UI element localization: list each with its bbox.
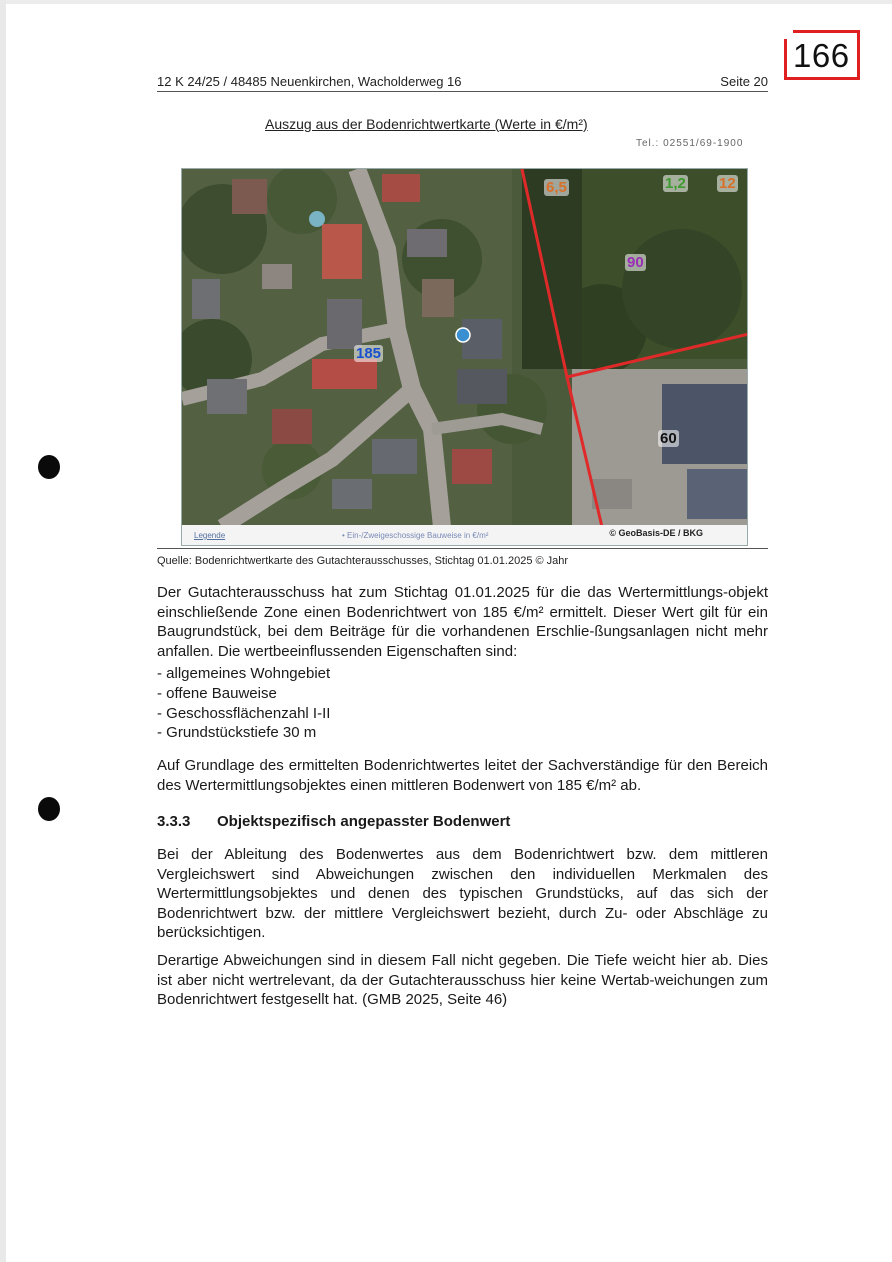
section-number: 3.3.3 <box>157 813 191 830</box>
zone-value-60: 60 <box>660 430 677 447</box>
list-item: - Geschossflächenzahl I-II <box>157 704 331 722</box>
zone-value-6-5: 6,5 <box>546 179 567 196</box>
paragraph-ableitung: Bei der Ableitung des Bodenwertes aus dem Bodenrichtwert bzw. dem mittleren Vergleichswert sind Abweichungen zwischen den individuellen Merkmalen des Wertermittlungsobjektes und denen des typischen Grundstücks, auf das sich der Bodenrichtwert bzw. der mittlere Vergleichswert bezieht, durch Zu- oder Abschläge zu berücksichtigen. <box>157 846 768 942</box>
scan-edge-left <box>0 0 6 1262</box>
paragraph-abweichungen: Derartige Abweichungen sind in diesem Fall nicht gegeben. Die Tiefe weicht hier ab. Dies ist aber nicht wertrelevant, da der Gutachterausschuss hier keine Wertab-weichungen zum Bodenrichtwert festgesellt hat. (GMB 2025, Seite 46) <box>157 952 768 1009</box>
zone-value-1-2: 1,2 <box>665 175 686 192</box>
map-footer <box>182 525 747 545</box>
list-item: - offene Bauweise <box>157 684 277 702</box>
page-stamp-number: 166 <box>793 37 850 74</box>
map-copyright: © GeoBasis-DE / BKG <box>609 528 703 538</box>
map-legend-link: Legende <box>194 531 226 540</box>
list-item: - allgemeines Wohngebiet <box>157 665 331 682</box>
zone-value-90: 90 <box>627 254 644 271</box>
page-number-stamp <box>784 30 860 80</box>
map-source-caption: Quelle: Bodenrichtwertkarte des Gutachterausschusses, Stichtag 01.01.2025 © Jahr <box>157 548 768 567</box>
zone-value-185: 185 <box>356 345 382 362</box>
page-header <box>157 74 768 92</box>
paragraph-bodenwert: Auf Grundlage des ermittelten Bodenrichtwertes leitet der Sachverständige für den Bereich des Wertermittlungsobjektes einen mittleren Bodenwert von 185 €/m² ab. <box>157 757 768 794</box>
aerial-map-image <box>181 168 748 546</box>
punch-hole <box>38 455 60 479</box>
paragraph-bodenrichtwert: Der Gutachterausschuss hat zum Stichtag 01.01.2025 für die das Wertermittlungs-objekt einschließende Zone einen Bodenrichtwert von 185 €/m² ermittelt. Dieser Wert gilt für ein Baugrundstück, bei dem Beiträge für die vorhandenen Erschlie-ßungsanlagen nicht mehr anfallen. Die wertbeeinflussenden Eigenschaften sind: <box>157 584 768 660</box>
stamp-corner-notch <box>781 27 793 39</box>
punch-hole <box>38 797 60 821</box>
section-heading <box>157 813 510 830</box>
property-list <box>157 664 330 743</box>
header-case-reference: 12 K 24/25 / 48485 Neuenkirchen, Wacholderweg 16 <box>157 74 462 89</box>
zone-value-12: 12 <box>719 175 736 192</box>
map-tel-fragment: Tel.: 02551/69-1900 <box>636 138 744 149</box>
scan-edge-top <box>0 0 892 4</box>
list-item: - Grundstückstiefe 30 m <box>157 724 317 742</box>
section-title: Objektspezifisch angepasster Bodenwert <box>217 813 511 830</box>
header-page-number: Seite 20 <box>720 74 768 89</box>
aerial-photo <box>182 169 748 527</box>
map-title: Auszug aus der Bodenrichtwertkarte (Werte in €/m²) <box>265 116 588 132</box>
map-legend-text: • Ein-/Zweigeschossige Bauweise in €/m² <box>342 531 489 540</box>
